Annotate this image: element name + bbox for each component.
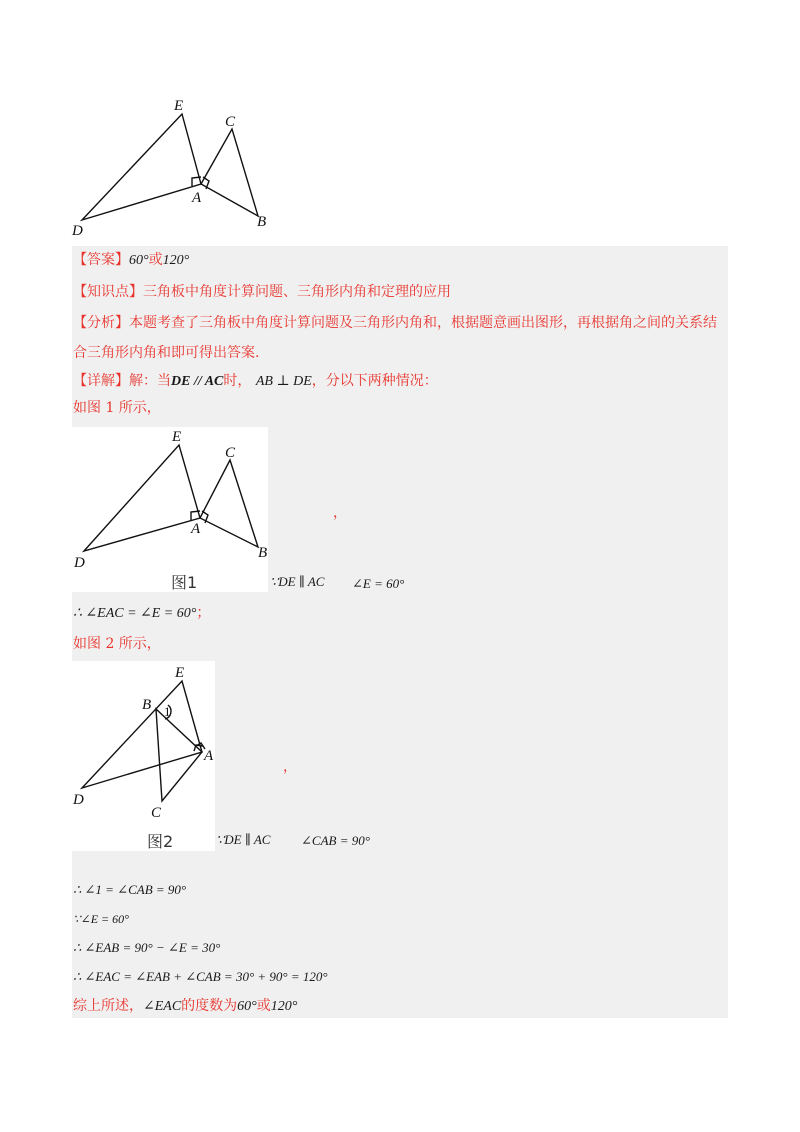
top-triangle-figure: [70, 92, 290, 242]
figure-2-caption: 图2: [147, 832, 174, 851]
analysis-tag: 【分析】: [73, 315, 129, 331]
step-2: ∵∠E = 60°: [73, 912, 129, 926]
knowledge-tag: 【知识点】: [73, 284, 143, 300]
fig2-label-B: B: [142, 697, 152, 713]
conclusion-value-2: 120°: [270, 999, 298, 1014]
conclusion-a: 综上所述，: [73, 998, 143, 1014]
figure-2-given-parallel: ∵DE ∥ AC: [216, 832, 271, 847]
label-A: A: [192, 190, 202, 206]
case1-intro: 如图 1 所示，: [73, 400, 161, 416]
detail-intro-a: 解：当: [129, 373, 171, 389]
label-B: B: [257, 214, 267, 230]
fig2-label-A: A: [204, 748, 214, 764]
fig1-label-E: E: [172, 429, 182, 445]
answer-value-1: 60°: [129, 253, 149, 268]
conclusion-or: 或: [256, 998, 271, 1014]
fig2-label-E: E: [175, 665, 185, 681]
figure-1-diagram: [72, 427, 268, 592]
fig1-label-D: D: [74, 555, 85, 571]
case1-result: ∴ ∠EAC = ∠E = 60°: [73, 606, 197, 621]
analysis-line-2: [73, 343, 259, 363]
step-1: ∴ ∠1 = ∠CAB = 90°: [73, 882, 187, 897]
figure-1-given-parallel: ∵DE ∥ AC: [270, 574, 325, 589]
answer-or: 或: [148, 252, 163, 268]
figure-2-given-angle-CAB: ∠CAB = 90°: [301, 833, 370, 848]
figure-2-box: [72, 661, 215, 851]
answer-line: [73, 250, 189, 271]
detail-tag: 【详解】: [73, 373, 129, 389]
detail-intro-c: ，分以下两种情况：: [311, 373, 438, 389]
detail-intro-b: 时，: [223, 373, 252, 389]
case2-intro: 如图 2 所示，: [73, 636, 161, 652]
answer-tag: 【答案】: [73, 252, 129, 268]
figure-2-diagram: [72, 661, 215, 851]
figure-2-comma: ，: [283, 759, 297, 775]
detail-intro-line: [73, 371, 438, 392]
case1-semicolon: ；: [196, 605, 211, 621]
answer-value-2: 120°: [162, 253, 190, 268]
step-4: ∴ ∠EAC = ∠EAB + ∠CAB = 30° + 90° = 120°: [73, 969, 328, 984]
step-3: ∴ ∠EAB = 90° − ∠E = 30°: [73, 940, 221, 955]
analysis-text-1: 本题考查了三角板中角度计算问题及三角形内角和，根据题意画出图形，再根据角之间的关系结: [129, 315, 717, 331]
label-E: E: [174, 98, 184, 114]
condition-parallel: DE // AC: [171, 374, 224, 389]
label-C: C: [225, 114, 236, 130]
figure-1-given-angle-E: ∠E = 60°: [352, 576, 405, 591]
figure-1-caption: 图1: [171, 573, 198, 592]
fig1-label-C: C: [225, 445, 236, 461]
knowledge-line: [73, 282, 451, 302]
conclusion-value-1: 60°: [237, 999, 257, 1014]
condition-perpendicular: AB ⊥ DE: [255, 374, 312, 389]
label-D: D: [72, 223, 83, 239]
figure-1-comma: ，: [333, 505, 347, 521]
conclusion-b: 的度数为: [181, 998, 238, 1014]
analysis-line-1: [73, 313, 717, 333]
case1-result-line: [73, 603, 210, 624]
conclusion-line: [73, 996, 297, 1017]
fig2-label-D: D: [73, 792, 84, 808]
knowledge-text: 三角板中角度计算问题、三角形内角和定理的应用: [143, 284, 451, 300]
figure-1-box: [72, 427, 268, 592]
conclusion-angle: ∠EAC: [143, 999, 182, 1014]
fig1-label-B: B: [258, 545, 268, 561]
analysis-text-2: 合三角形内角和即可得出答案.: [73, 345, 260, 361]
fig2-label-angle-1: 1: [164, 704, 171, 719]
fig2-label-C: C: [151, 805, 162, 821]
fig1-label-A: A: [191, 521, 201, 537]
